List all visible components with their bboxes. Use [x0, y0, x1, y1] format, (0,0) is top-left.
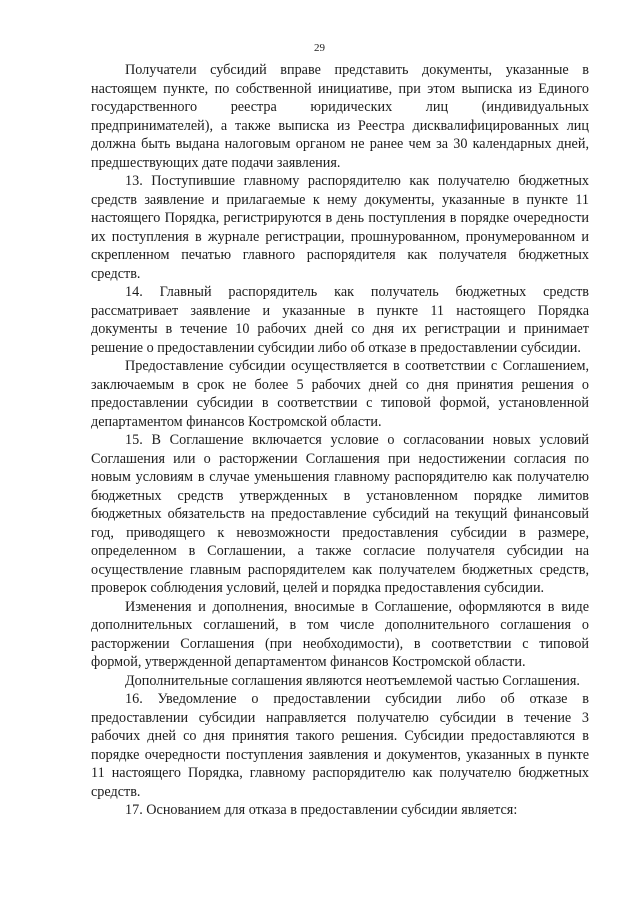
paragraph-14: 14. Главный распорядитель как получатель бюджетных средств рассматривает заявление и указанные в пункте 11 настоящего Порядка документы в течение 10 рабочих дней со дня их регистрации и принимает решение о предоставлении субсидии либо об отказе в предоставлении субсидии. [91, 284, 589, 356]
paragraph-recipients-documents: Получатели субсидий вправе представить документы, указанные в настоящем пункте, по собственной инициативе, при этом выписка из Единого государственного реестра юридических лиц (индивидуальных предпринимателей), а также выписка из Реестра дисквалифицированных лиц должна быть выдана налоговым органом не ранее чем за 30 календарных дней, предшествующих дате подачи заявления. [91, 62, 589, 171]
paragraph-additional-agreements: Дополнительные соглашения являются неотъемлемой частью Соглашения. [125, 672, 580, 689]
page-number: 29 [314, 42, 325, 54]
paragraph-amendments: Изменения и дополнения, вносимые в Соглашение, оформляются в виде дополнительных соглашений, в том числе дополнительного соглашения о расторжении Соглашения (при необходимости), в соответствии с типовой формой, утвержденной департаментом финансов Костромской области. [91, 598, 589, 670]
document-body [91, 61, 589, 820]
paragraph-agreement: Предоставление субсидии осуществляется в соответствии с Соглашением, заключаемым в срок не более 5 рабочих дней со дня принятия решения о предоставлении субсидии в соответствии с типовой формой, установленной департаментом финансов Костромской области. [91, 358, 589, 430]
paragraph-13: 13. Поступившие главному распорядителю как получателю бюджетных средств заявление и прилагаемые к нему документы, указанные в пункте 11 настоящего Порядка, регистрируются в день поступления в порядке очередности их поступления в журнале регистрации, прошнурованном, пронумерованном и скрепленном печатью главного распорядителя как получателя бюджетных средств. [91, 173, 589, 282]
paragraph-15: 15. В Соглашение включается условие о согласовании новых условий Соглашения или о расторжении Соглашения при недостижении согласия по новым условиям в случае уменьшения главному распорядителю как получателю бюджетных средств утвержденных в установленном порядке лимитов бюджетных обязательств на предоставление субсидий на текущий финансовый год, приводящего к невозможности предоставления субсидии в размере, определенном в Соглашении, а также согласие получателя субсидии на осуществление главным распорядителем как получателем бюджетных средств, проверок соблюдения условий, целей и порядка предоставления субсидии. [91, 432, 589, 596]
paragraph-17: 17. Основанием для отказа в предоставлении субсидии является: [125, 802, 518, 818]
paragraph-16: 16. Уведомление о предоставлении субсидии либо об отказе в предоставлении субсидии направляется получателю субсидии в течение 3 рабочих дней со дня принятия такого решения. Субсидии предоставляются в порядке очередности поступления заявления и документов, указанных в пункте 11 настоящего Порядка, главному распорядителю как получателю бюджетных средств. [91, 691, 589, 800]
